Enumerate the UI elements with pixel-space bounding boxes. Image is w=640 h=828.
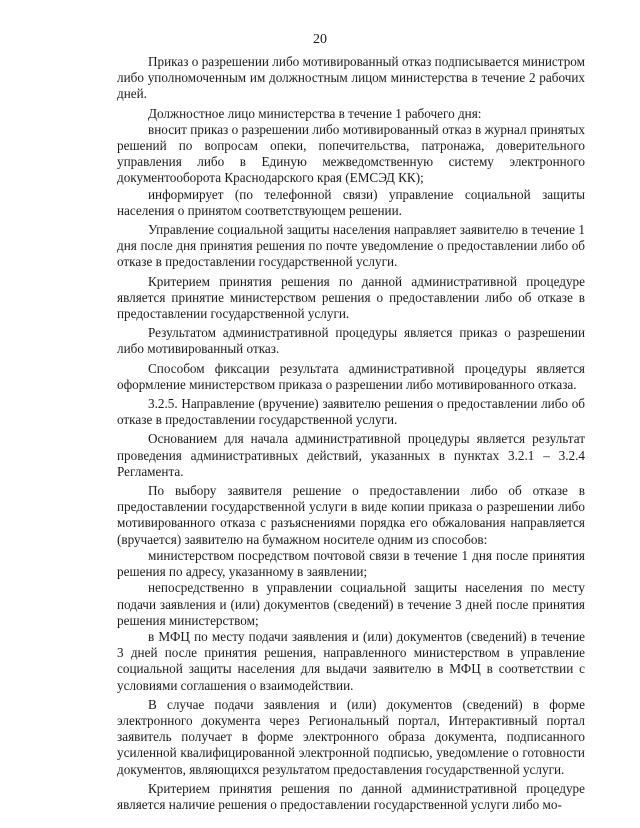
list-item: в МФЦ по месту подачи заявления и (или) документов (сведений) в течение 3 дней после принятия решения, направленного министерством в управление социальной защиты населения для выдачи заявителю в МФЦ в соответствии с условиями соглашения о взаимодействии. <box>117 628 585 693</box>
page-number: 20 <box>313 32 327 47</box>
paragraph: Критерием принятия решения по данной административной процедуре является наличие решения о предоставлении государственной услуги либо мо- <box>117 780 585 812</box>
paragraph: В случае подачи заявления и (или) документов (сведений) в форме электронного документа через Региональный портал, Интерактивный портал заявитель получает в форме электронного образа документа, подписанного усиленной квалифицированной электронной подписью, уведомление о готовности документов, являющихся результатом предоставления государственной услуги. <box>117 696 585 777</box>
paragraph: Основанием для начала административной процедуры является результат проведения административных действий, указанных в пунктах 3.2.1 – 3.2.4 Регламента. <box>117 431 585 479</box>
section-heading-3-2-5: 3.2.5. Направление (вручение) заявителю решения о предоставлении либо об отказе в предоставлении государственной услуги. <box>117 396 585 428</box>
paragraph: Управление социальной защиты населения направляет заявителю в течение 1 дня после дня принятия решения по почте уведомление о предоставлении либо об отказе в предоставлении государственной услуги. <box>117 222 585 270</box>
list-item: непосредственно в управлении социальной защиты населения по месту подачи заявления и (или) документов (сведений) в течение 3 дней после принятия решения министерством; <box>117 580 585 628</box>
paragraph: Способом фиксации результата административной процедуры является оформление министерством приказа о разрешении либо мотивированного отказа. <box>117 360 585 392</box>
paragraph: По выбору заявителя решение о предоставлении либо об отказе в предоставлении государственной услуги в виде копии приказа о разрешении либо мотивированного отказа с разъяснениями порядка его обжалования направляется (вручается) заявителю на бумажном носителе одним из способов: <box>117 483 585 547</box>
paragraph: вносит приказ о разрешении либо мотивированный отказ в журнал принятых решений по вопросам опеки, попечительства, патронажа, доверительного управления либо в Единую межведомственную систему электронного документооборота Краснодарского края (ЕМСЭД КК); <box>117 121 585 186</box>
paragraph: информирует (по телефонной связи) управление социальной защиты населения о принятом соответствующем решении. <box>117 186 585 218</box>
list-item: министерством посредством почтовой связи в течение 1 дня после принятия решения по адресу, указанному в заявлении; <box>117 547 585 580</box>
paragraph: Критерием принятия решения по данной административной процедуре является принятие министерством решения о предоставлении либо об отказе в предоставлении государственной услуги. <box>117 273 585 322</box>
paragraph: Должностное лицо министерства в течение 1 рабочего дня: <box>148 105 482 121</box>
document-body <box>117 54 585 813</box>
paragraph: Результатом административной процедуры является приказ о разрешении либо мотивированный отказ. <box>117 325 585 357</box>
paragraph: Приказ о разрешении либо мотивированный отказ подписывается министром либо уполномоченным им должностным лицом министерства в течение 2 рабочих дней. <box>117 54 585 102</box>
